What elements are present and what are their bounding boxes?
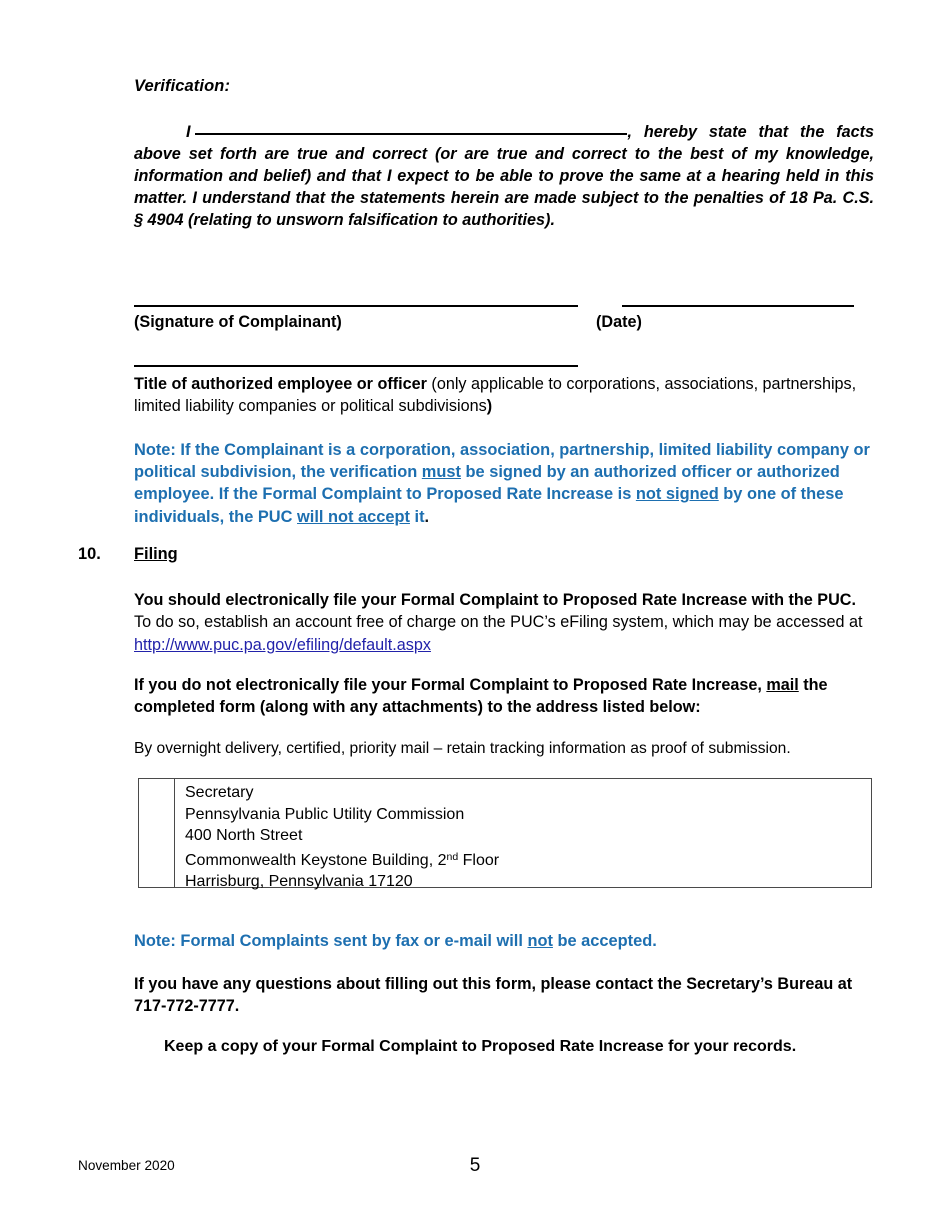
address-line-5: Harrisburg, Pennsylvania 17120 bbox=[185, 873, 413, 890]
mailing-address-box bbox=[138, 778, 872, 888]
note1-part1: Note: If the Complainant is a corporation, association, partnership, limited liability company or political subdivision, the verification bbox=[134, 441, 870, 482]
keep-copy-paragraph: Keep a copy of your Formal Complaint to Proposed Rate Increase for your records. bbox=[164, 1038, 797, 1055]
title-caption-rest: (only applicable to corporations, associations, partnerships, limited liability companies or political subdivisions bbox=[134, 375, 857, 415]
address-line-3: 400 North Street bbox=[185, 827, 303, 844]
address-line-4-prefix: Commonwealth Keystone Building, 2 bbox=[185, 851, 447, 869]
note1-period: . bbox=[424, 507, 430, 526]
efiling-rest: To do so, establish an account free of charge on the PUC’s eFiling system, which may be accessed at bbox=[134, 613, 863, 632]
mail-instruction-paragraph bbox=[134, 674, 874, 719]
note1-underline-must: must bbox=[421, 463, 461, 482]
verification-heading: Verification: bbox=[134, 77, 231, 95]
section-number: 10. bbox=[78, 545, 101, 563]
signature-line[interactable] bbox=[134, 305, 578, 307]
address-box-gutter-cell bbox=[139, 779, 175, 887]
address-box-content bbox=[175, 779, 871, 890]
address-line-4 bbox=[185, 847, 871, 872]
address-line-4-ordinal-suffix: nd bbox=[446, 850, 459, 863]
note-fax-email-not-accepted bbox=[134, 930, 878, 952]
note-corporation-verification bbox=[134, 439, 878, 528]
title-caption-tail: ) bbox=[486, 397, 493, 415]
questions-text: If you have any questions about filling out this form, please contact the Secretary’s Bureau at 717-772-7777. bbox=[134, 975, 853, 1016]
note1-part2: be signed by an authorized officer or authorized employee. If the Formal Complaint to Proposed Rate Increase is bbox=[134, 463, 840, 504]
address-line-1: Secretary bbox=[185, 784, 254, 801]
efiling-paragraph bbox=[134, 589, 874, 656]
verification-paragraph bbox=[134, 120, 874, 231]
mail-part2: the completed form (along with any attachments) to the address listed below: bbox=[134, 676, 828, 717]
title-line[interactable] bbox=[134, 365, 578, 367]
note2-underline-not: not bbox=[527, 932, 553, 950]
note2-part1: Note: Formal Complaints sent by fax or e-mail will bbox=[134, 932, 528, 950]
efiling-url-link[interactable]: http://www.puc.pa.gov/efiling/default.aspx bbox=[134, 635, 431, 654]
complainant-name-blank[interactable] bbox=[195, 120, 627, 135]
address-line-4-suffix: Floor bbox=[458, 851, 500, 869]
signature-caption: (Signature of Complainant) bbox=[134, 313, 342, 331]
note1-underline-will-not-accept: will not accept bbox=[297, 507, 410, 526]
note1-part4: it bbox=[409, 507, 425, 526]
verification-lead-i: I bbox=[186, 123, 191, 141]
section-title-filing: Filing bbox=[134, 545, 178, 563]
date-line[interactable] bbox=[622, 305, 854, 307]
overnight-delivery-note: By overnight delivery, certified, priority mail – retain tracking information as proof of submission. bbox=[134, 740, 791, 757]
mail-underline-mail: mail bbox=[766, 676, 799, 694]
title-caption bbox=[134, 373, 874, 417]
note2-part2: be accepted. bbox=[552, 932, 657, 950]
date-caption: (Date) bbox=[596, 313, 642, 331]
footer-revision-date: November 2020 bbox=[78, 1158, 175, 1173]
questions-contact-paragraph bbox=[134, 973, 874, 1018]
note1-part3: by one of these individuals, the PUC bbox=[134, 485, 844, 526]
verification-body-text: , hereby state that the facts above set forth are true and correct (or are true and correct to the best of my knowledge, information and belief) and that I expect to be able to prove the same at a hearing held in this matter. I understand that the statements herein are made subject to the penalties of 18 Pa. C.S. § 4904 (relating to unsworn falsification to authorities). bbox=[134, 123, 874, 229]
mail-part1: If you do not electronically file your Formal Complaint to Proposed Rate Increase, bbox=[134, 676, 767, 694]
footer-page-number: 5 bbox=[469, 1155, 481, 1176]
address-line-2: Pennsylvania Public Utility Commission bbox=[185, 805, 465, 823]
note1-underline-not-signed: not signed bbox=[635, 485, 719, 504]
title-caption-bold: Title of authorized employee or officer bbox=[134, 375, 427, 393]
efiling-bold-lead: You should electronically file your Formal Complaint to Proposed Rate Increase with the PUC. bbox=[134, 591, 856, 609]
